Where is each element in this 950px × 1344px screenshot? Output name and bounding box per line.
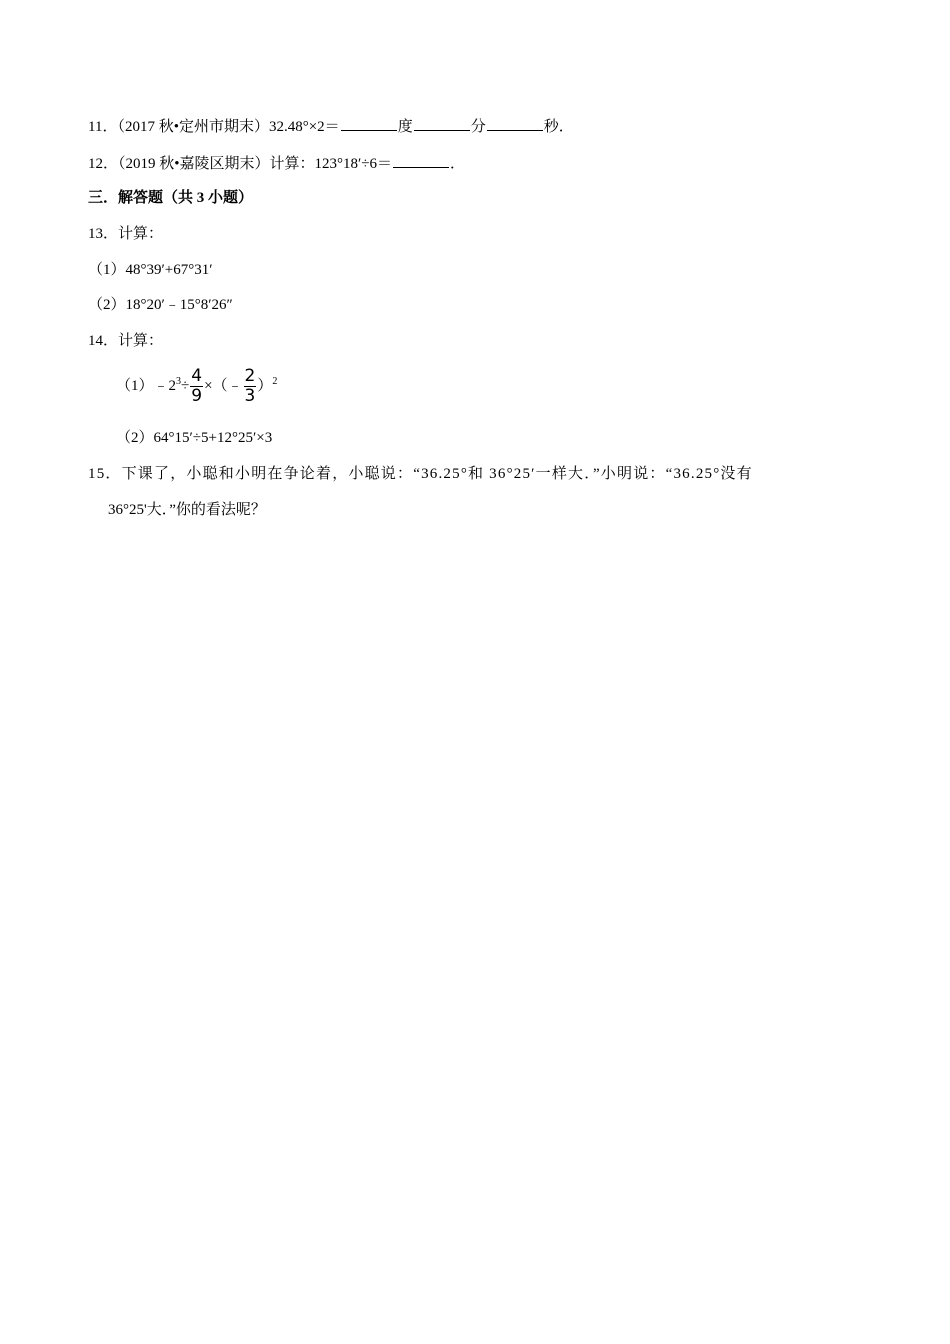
part-1-prefix: （1）﹣2 (116, 378, 177, 394)
unit-label-second: 秒． (543, 119, 574, 135)
question-15-line-2: 36°25'大．”你的看法呢？ (108, 502, 266, 518)
exponent: 3 (176, 376, 182, 387)
question-end: ． (450, 156, 466, 172)
unit-label-degree: 度 (397, 119, 413, 135)
question-14-title (88, 331, 163, 351)
answer-blank-2[interactable] (414, 116, 470, 131)
answer-blank-1[interactable] (341, 116, 397, 131)
question-expression: 32.48°×2＝ (268, 119, 340, 135)
question-source: （2019 秋•嘉陵区期末） (118, 156, 270, 172)
fraction-four-ninths (190, 367, 203, 406)
fraction-denominator: 3 (244, 386, 256, 407)
question-number: 15． (88, 466, 122, 482)
answer-blank[interactable] (393, 153, 449, 168)
question-13-part-2: （2）18°20′﹣15°8′26″ (88, 297, 233, 313)
question-title: 计算： (118, 333, 164, 349)
question-11 (88, 116, 574, 137)
question-number: 13． (88, 226, 119, 242)
section-heading: 三．解答题（共 3 小题） (88, 190, 254, 206)
question-source: （2017 秋•定州市期末） (117, 119, 269, 135)
question-number: 12． (88, 156, 119, 172)
question-14-part-2: （2）64°15′÷5+12°25′×3 (116, 430, 273, 446)
question-text: 下课了，小聪和小明在争论着，小聪说：“36.25°和 36°25′一样大．”小明说：“36.25°没有 (121, 466, 753, 482)
division-sign: ÷ (181, 378, 190, 394)
multiply-open-paren: ×（﹣ (204, 378, 243, 394)
question-14-part-1 (116, 366, 277, 406)
question-15-line-1 (88, 464, 753, 484)
question-13-title (88, 224, 163, 244)
fraction-two-thirds (244, 367, 257, 406)
question-title: 计算： (118, 226, 164, 242)
answer-blank-3[interactable] (487, 116, 543, 131)
question-number: 11． (88, 119, 118, 135)
question-number: 14． (88, 333, 119, 349)
close-paren: ） (257, 378, 273, 394)
question-13-part-1: （1）48°39′+67°31′ (88, 262, 213, 278)
fraction-denominator: 9 (191, 386, 203, 407)
question-12 (88, 153, 465, 174)
exponent: 2 (272, 376, 278, 387)
question-expression: 计算：123°18′÷6＝ (269, 156, 393, 172)
fraction-numerator: 2 (244, 366, 256, 387)
unit-label-minute: 分 (470, 119, 486, 135)
fraction-numerator: 4 (191, 366, 203, 387)
